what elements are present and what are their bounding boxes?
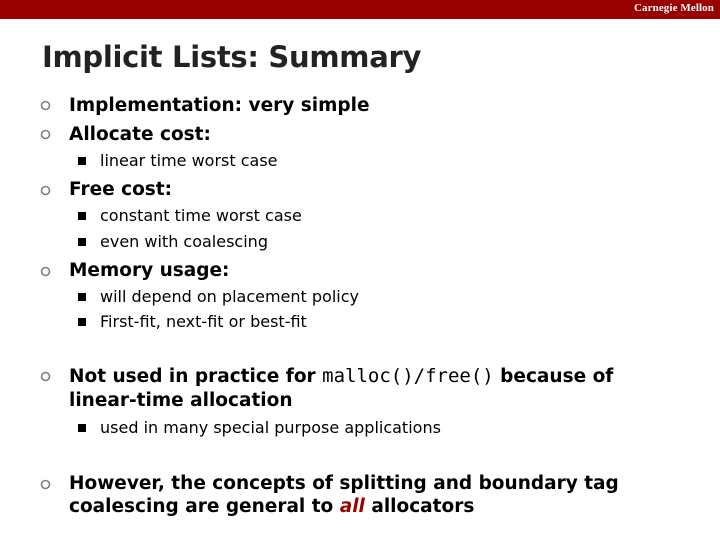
ring-bullet-icon [40, 479, 51, 490]
square-bullet-icon [78, 424, 86, 432]
square-bullet-icon [78, 238, 86, 246]
bullet-text: Allocate cost: [69, 124, 211, 145]
sub-bullet-text: will depend on placement policy [100, 287, 359, 306]
bullet-text-part: Not used in practice for [69, 366, 323, 387]
ring-bullet-icon [40, 185, 51, 196]
sub-bullet-text: even with coalescing [100, 232, 268, 251]
brand-label: Carnegie Mellon [633, 2, 714, 14]
bullet-text: Memory usage: [69, 260, 230, 281]
sub-bullet-text: linear time worst case [100, 151, 278, 170]
bullet-text: However, the concepts of splitting and boundary tag [69, 473, 619, 494]
ring-bullet-icon [40, 100, 51, 111]
square-bullet-icon [78, 318, 86, 326]
ring-bullet-icon [40, 371, 51, 382]
square-bullet-icon [78, 212, 86, 220]
bullet-text-part: because of [493, 366, 614, 387]
ring-bullet-icon [40, 129, 51, 140]
bullet-text: Free cost: [69, 179, 173, 200]
sub-bullet-text: constant time worst case [100, 206, 302, 225]
code-slash: / [413, 365, 426, 387]
sub-bullet-text: used in many special purpose applications [100, 418, 441, 437]
sub-bullet-text: First-fit, next-fit or best-fit [100, 312, 307, 331]
square-bullet-icon [78, 293, 86, 301]
bullet-text-part: allocators [364, 496, 475, 517]
bullet-text-part: coalescing are general to [69, 496, 340, 517]
bullet-text-line2 [69, 495, 474, 519]
bullet-text: Implementation: very simple [69, 95, 370, 116]
code-free: free() [425, 365, 494, 387]
square-bullet-icon [78, 157, 86, 165]
code-malloc: malloc() [322, 365, 414, 387]
ring-bullet-icon [40, 266, 51, 277]
emphasis-all: all [339, 496, 365, 517]
slide-title: Implicit Lists: Summary [42, 40, 422, 74]
header-bar [0, 0, 720, 19]
bullet-text-line2: linear-time allocation [69, 390, 293, 411]
bullet-text [69, 364, 613, 389]
